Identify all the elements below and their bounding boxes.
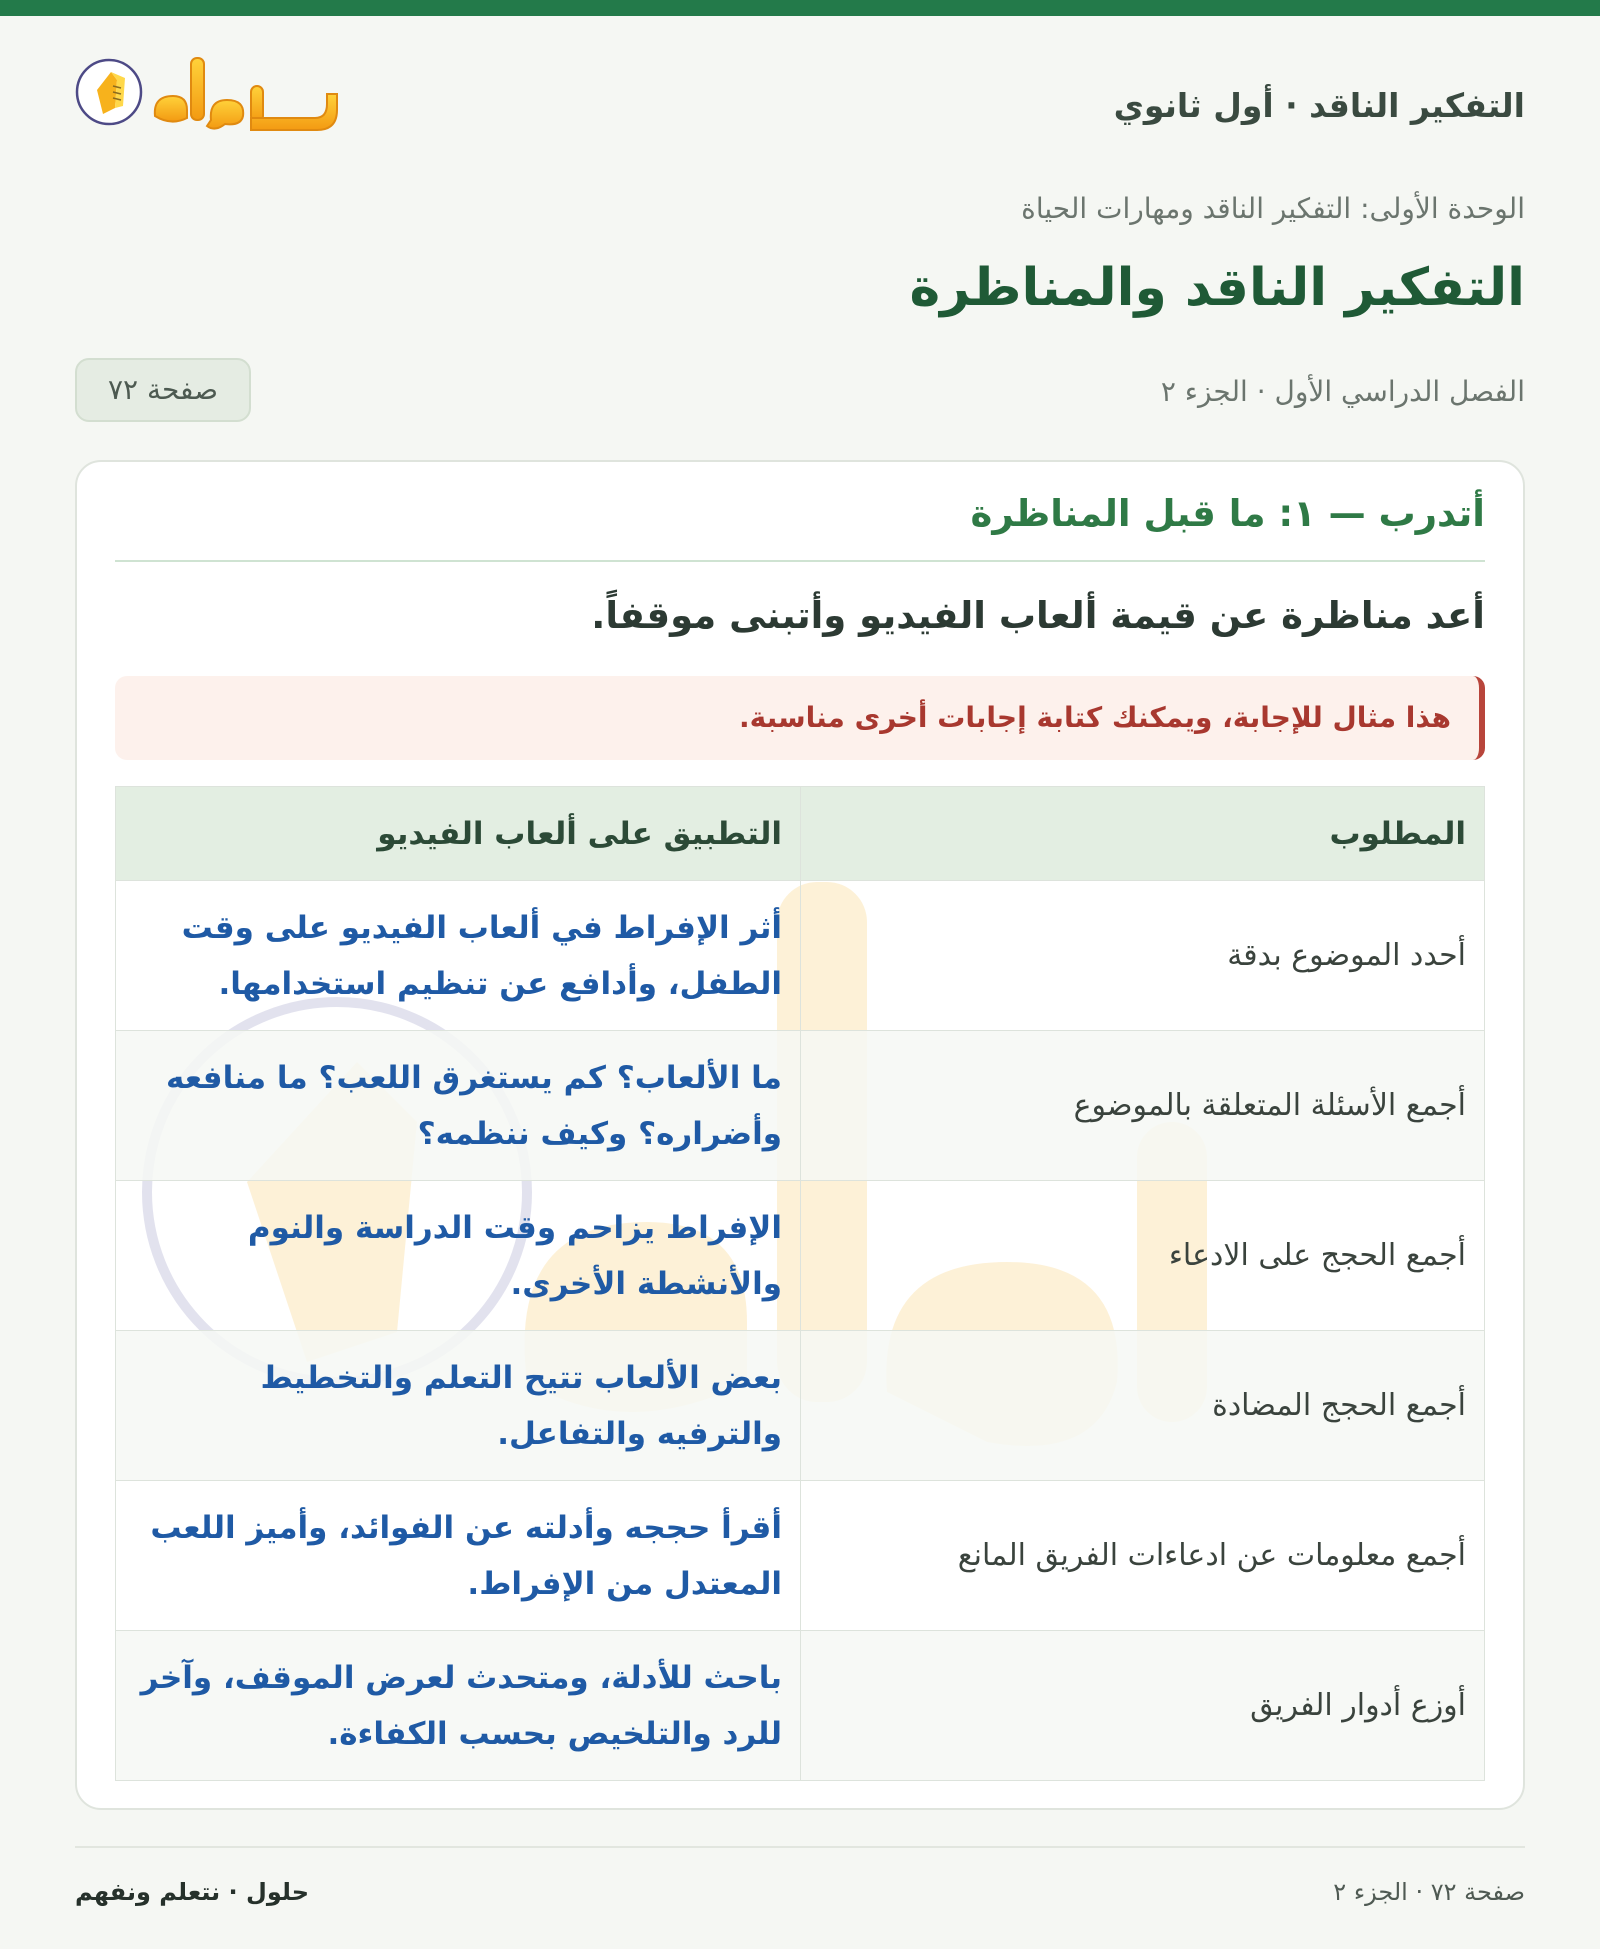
- course-title: التفكير الناقد · أول ثانوي: [1113, 86, 1525, 125]
- table-row: [116, 881, 1485, 1031]
- column-header-required: المطلوب: [801, 787, 1485, 881]
- exercise-card: [75, 460, 1525, 1810]
- unit-label: الوحدة الأولى: التفكير الناقد ومهارات الحياة: [1021, 192, 1525, 225]
- table-row: [116, 1181, 1485, 1331]
- required-cell: أجمع الحجج على الادعاء: [801, 1181, 1485, 1331]
- answer-cell: أقرأ حججه وأدلته عن الفوائد، وأميز اللعب المعتدل من الإفراط.: [116, 1481, 801, 1631]
- top-accent-bar: [0, 0, 1600, 16]
- page-header: [75, 56, 1525, 168]
- required-cell: أوزع أدوار الفريق: [801, 1631, 1485, 1781]
- table-row: [116, 1331, 1485, 1481]
- page-title: التفكير الناقد والمناظرة: [909, 258, 1525, 318]
- footer-brand: حلول · نتعلم ونفهم: [75, 1878, 309, 1906]
- answer-cell: بعض الألعاب تتيح التعلم والتخطيط والترفيه والتفاعل.: [116, 1331, 801, 1481]
- table-header-row: [116, 787, 1485, 881]
- table-row: [116, 1631, 1485, 1781]
- hulul-logo: [75, 56, 345, 168]
- term-label: الفصل الدراسي الأول · الجزء ٢: [1160, 375, 1525, 408]
- answer-cell: الإفراط يزاحم وقت الدراسة والنوم والأنشطة الأخرى.: [116, 1181, 801, 1331]
- answer-cell: أثر الإفراط في ألعاب الفيديو على وقت الطفل، وأدافع عن تنظيم استخدامها.: [116, 881, 801, 1031]
- answer-note: هذا مثال للإجابة، ويمكنك كتابة إجابات أخرى مناسبة.: [115, 676, 1485, 760]
- question-text: أعد مناظرة عن قيمة ألعاب الفيديو وأتبنى موقفاً.: [591, 594, 1485, 637]
- required-cell: أحدد الموضوع بدقة: [801, 881, 1485, 1031]
- table-row: [116, 1481, 1485, 1631]
- footer-page-info: صفحة ٧٢ · الجزء ٢: [1333, 1878, 1525, 1906]
- answer-cell: باحث للأدلة، ومتحدث لعرض الموقف، وآخر للرد والتلخيص بحسب الكفاءة.: [116, 1631, 801, 1781]
- required-cell: أجمع معلومات عن ادعاءات الفريق المانع: [801, 1481, 1485, 1631]
- debate-table: [115, 786, 1485, 1781]
- page-badge: صفحة ٧٢: [75, 358, 251, 422]
- footer-divider: [75, 1846, 1525, 1848]
- required-cell: أجمع الأسئلة المتعلقة بالموضوع: [801, 1031, 1485, 1181]
- column-header-application: التطبيق على ألعاب الفيديو: [116, 787, 801, 881]
- section-title: أتدرب — ١: ما قبل المناظرة: [115, 492, 1485, 562]
- table-row: [116, 1031, 1485, 1181]
- required-cell: أجمع الحجج المضادة: [801, 1331, 1485, 1481]
- answer-cell: ما الألعاب؟ كم يستغرق اللعب؟ ما منافعه وأضراره؟ وكيف ننظمه؟: [116, 1031, 801, 1181]
